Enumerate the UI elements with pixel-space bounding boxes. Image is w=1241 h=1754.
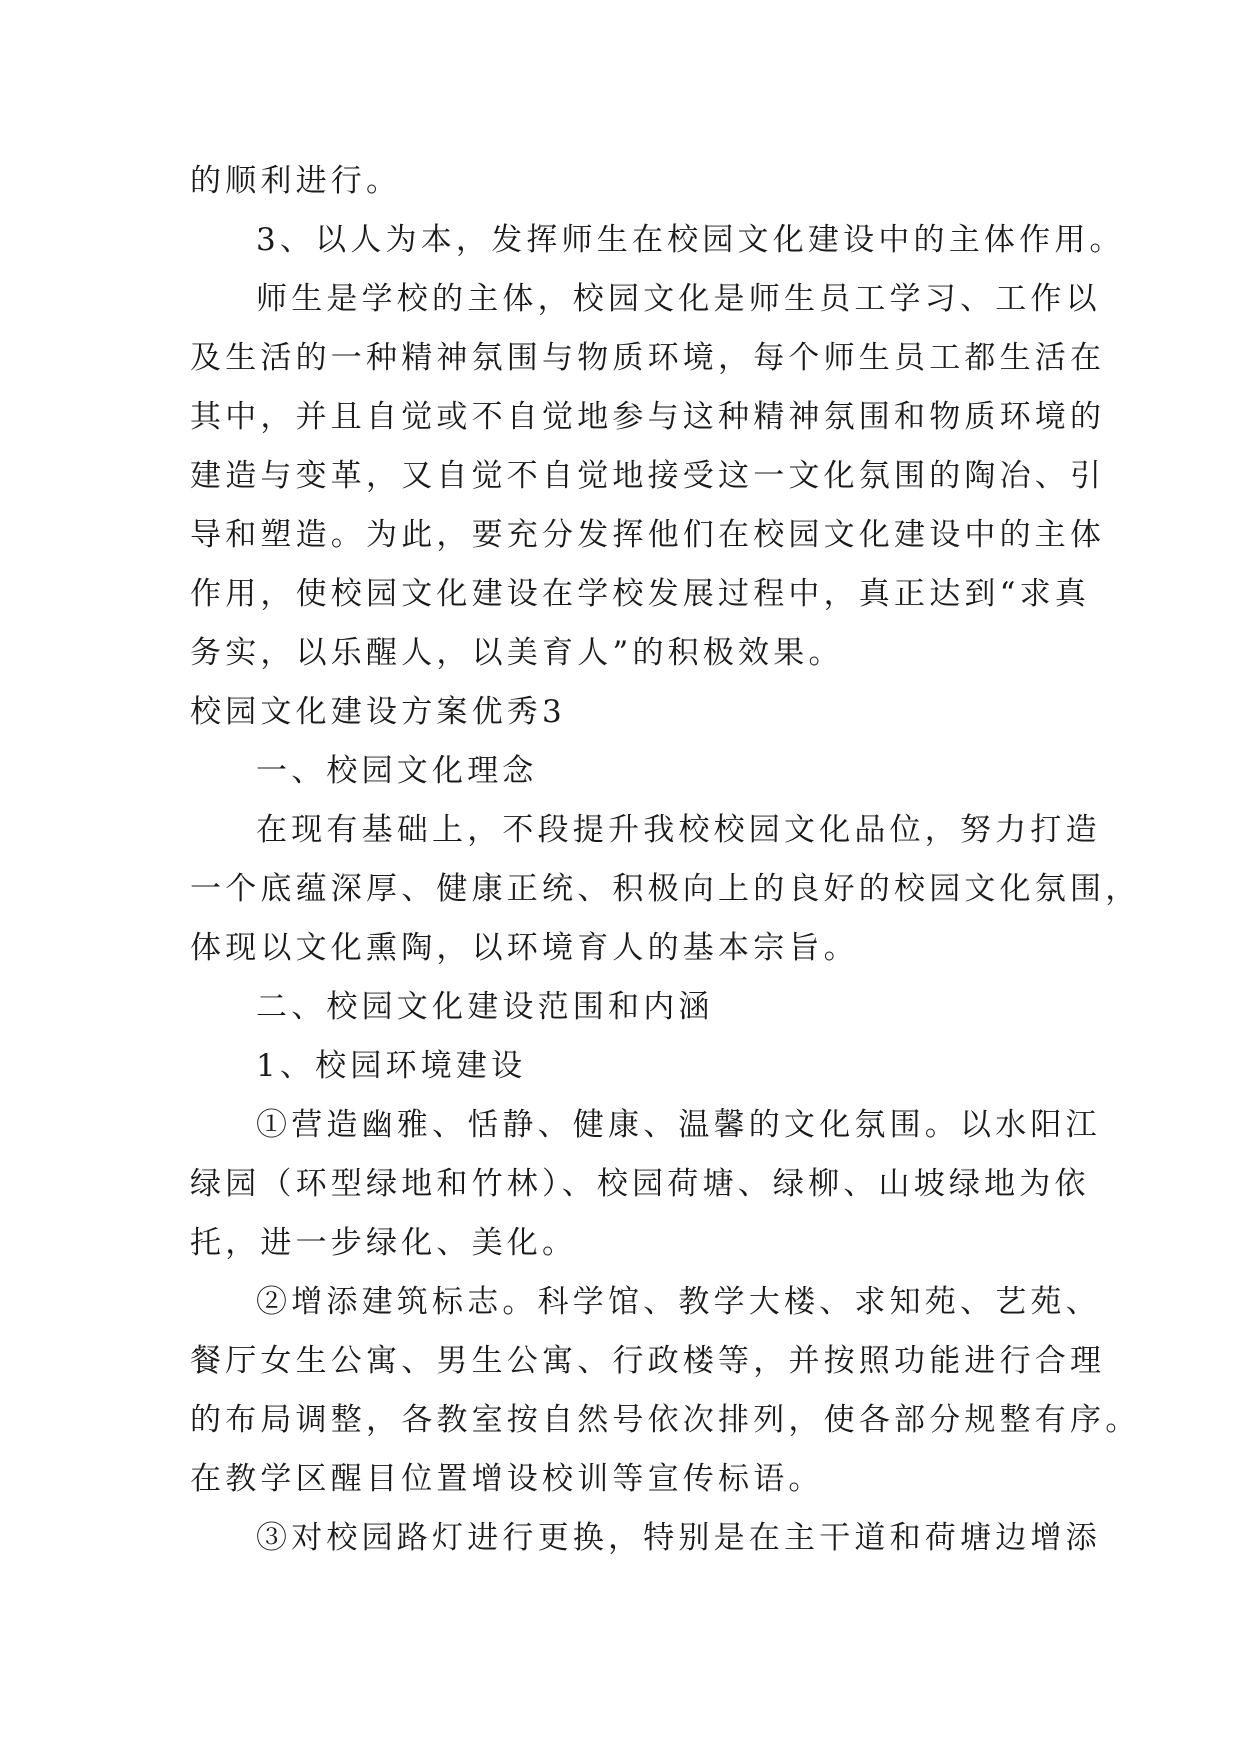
text-line-18: 绿园（环型绿地和竹林）、校园荷塘、绿柳、山坡绿地为依 [190,1166,1090,1202]
heading-1: 一、校园文化理念 [256,753,538,789]
text-line-24: ③对校园路灯进行更换，特别是在主干道和荷塘边增添 [256,1520,1101,1556]
text-line-8: 作用，使校园文化建设在学校发展过程中，真正达到“求真 [190,576,1091,612]
text-line-22: 的布局调整，各教室按自然号依次排列，使各部分规整有序。 [190,1402,1141,1438]
heading-2: 二、校园文化建设范围和内涵 [256,989,714,1025]
text-line-13: 一个底蕴深厚、健康正统、积极向上的良好的校园文化氛围， [190,871,1141,907]
text-line-5: 其中，并且自觉或不自觉地参与这种精神氛围和物质环境的 [190,399,1106,435]
text-line-2: 3、以人为本，发挥师生在校园文化建设中的主体作用。 [256,222,1125,258]
text-line-12: 在现有基础上，不段提升我校校园文化品位，努力打造 [256,812,1101,848]
text-line-7: 导和塑造。为此，要充分发挥他们在校园文化建设中的主体 [190,517,1106,553]
section-title: 校园文化建设方案优秀3 [190,694,566,730]
text-line-14: 体现以文化熏陶，以环境育人的基本宗旨。 [190,930,859,966]
text-line-20: ②增添建筑标志。科学馆、教学大楼、求知苑、艺苑、 [256,1284,1101,1320]
text-line-17: ①营造幽雅、恬静、健康、温馨的文化氛围。以水阳江 [256,1107,1101,1143]
text-line-4: 及生活的一种精神氛围与物质环境，每个师生员工都生活在 [190,340,1106,376]
text-line-19: 托，进一步绿化、美化。 [190,1225,578,1261]
subheading-1: 1、校园环境建设 [256,1048,527,1084]
text-line-3: 师生是学校的主体，校园文化是师生员工学习、工作以 [256,281,1101,317]
text-line-9: 务实，以乐醒人，以美育人”的积极效果。 [190,635,844,671]
text-line-21: 餐厅女生公寓、男生公寓、行政楼等，并按照功能进行合理 [190,1343,1106,1379]
text-line-1: 的顺利进行。 [190,163,402,199]
text-line-6: 建造与变革，又自觉不自觉地接受这一文化氛围的陶冶、引 [190,458,1106,494]
text-line-23: 在教学区醒目位置增设校训等宣传标语。 [190,1461,824,1497]
document-body [190,152,1141,1568]
